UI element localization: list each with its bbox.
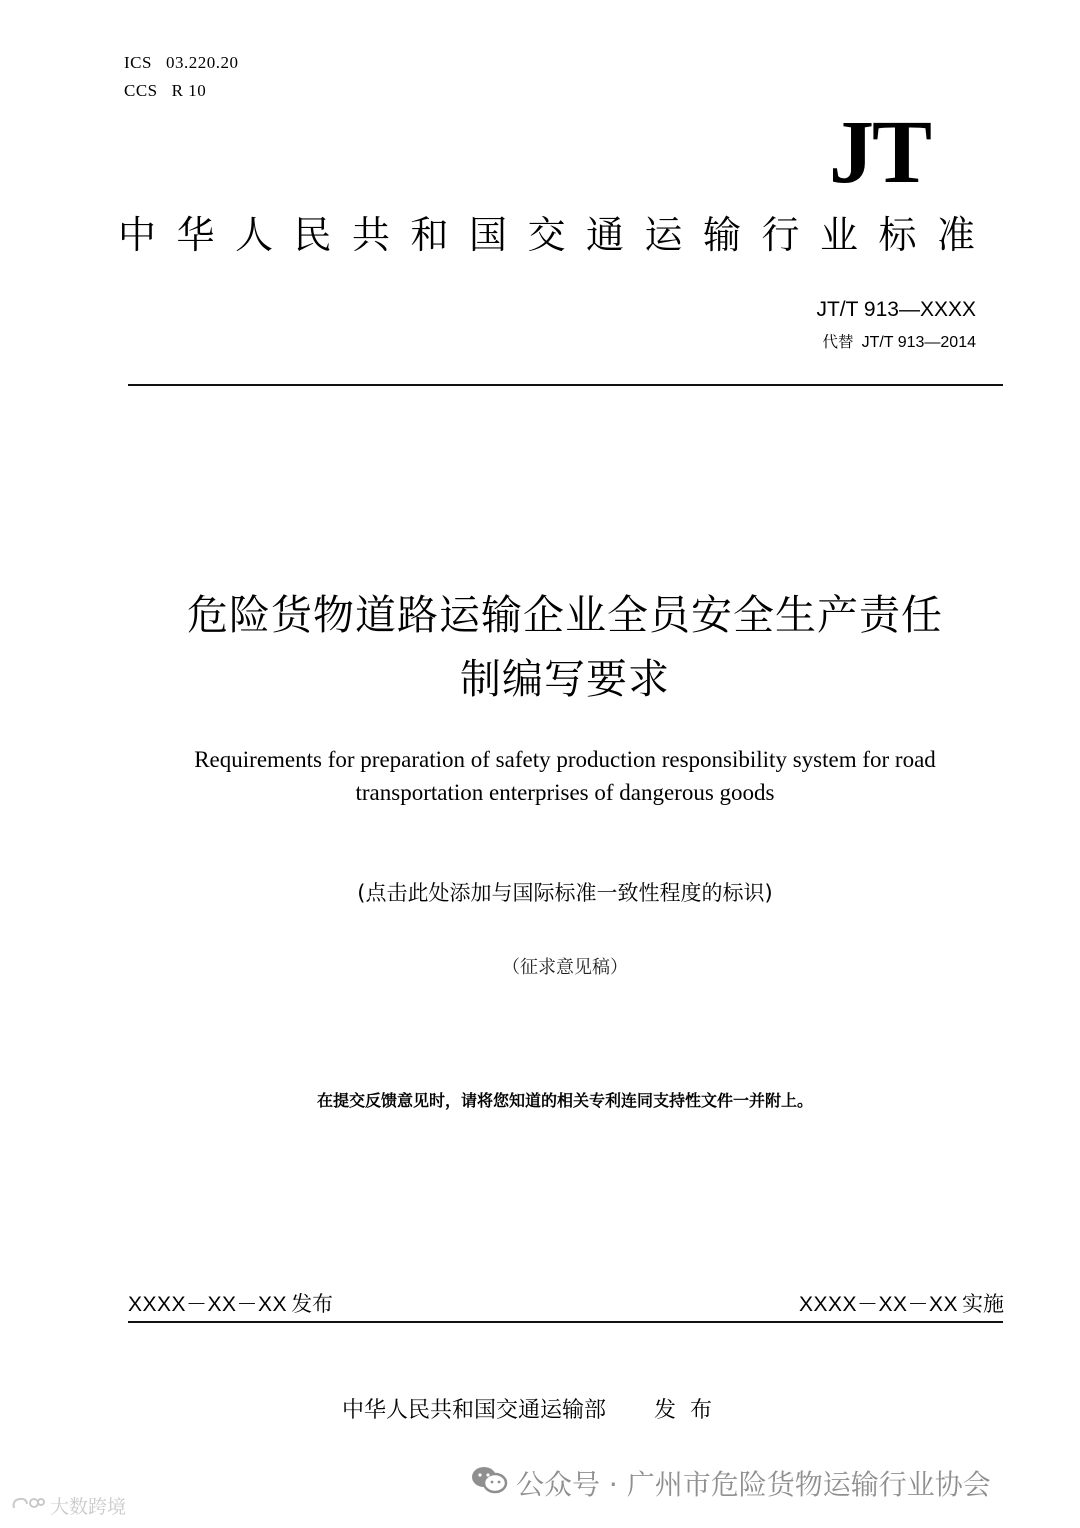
replaces-line: [823, 330, 976, 355]
title-chinese-line-2: 制编写要求: [460, 655, 670, 703]
publisher-line: [342, 1395, 726, 1427]
watermark-right-text: 公众号 · 广州市危险货物运输行业协会: [516, 1468, 991, 1501]
watermark-right: [470, 1464, 991, 1508]
replaces-label: 代替: [822, 333, 854, 351]
publisher-ministry: 中华人民共和国交通运输部: [342, 1398, 607, 1423]
title-chinese: [100, 583, 1030, 711]
title-english-line-1: Requirements for preparation of safety production responsibility system for road: [194, 747, 936, 772]
publisher-word: 发布: [654, 1398, 727, 1423]
title-english: [100, 743, 1030, 809]
ics-label: ICS: [124, 53, 152, 72]
consistency-note[interactable]: (点击此处添加与国际标准一致性程度的标识): [357, 881, 773, 905]
issue-date-code: XXXX－XX－XX: [128, 1293, 288, 1316]
implement-date-word: 实施: [962, 1292, 1004, 1316]
jt-logo: JT: [828, 103, 930, 202]
title-english-line-2: transportation enterprises of dangerous goods: [355, 780, 775, 805]
ccs-value: R 10: [171, 81, 207, 100]
ics-value: 03.220.20: [165, 53, 239, 72]
header-divider: [128, 384, 1003, 386]
standard-number: JT/T 913—XXXX: [816, 298, 976, 321]
watermark-left-text: 大数跨境: [50, 1496, 127, 1518]
ics-code: [124, 53, 238, 73]
ccs-label: CCS: [124, 81, 158, 100]
title-chinese-line-1: 危险货物道路运输企业全员安全生产责任: [187, 591, 943, 639]
issue-date-word: 发布: [291, 1292, 334, 1316]
implement-date-code: XXXX－XX－XX: [798, 1293, 958, 1316]
logo-icon: [10, 1494, 46, 1522]
watermark-left: [10, 1493, 126, 1522]
footer-divider: [128, 1321, 1003, 1323]
standard-name: 中华人民共和国交通运输行业标准: [118, 213, 996, 257]
ccs-code: [124, 81, 206, 101]
issue-date: [128, 1289, 333, 1320]
patent-notice: 在提交反馈意见时，请将您知道的相关专利连同支持性文件一并附上。: [316, 1091, 813, 1110]
replaces-code: JT/T 913—2014: [861, 334, 976, 351]
draft-stage: （征求意见稿）: [502, 957, 628, 978]
wechat-icon: [470, 1464, 508, 1508]
implement-date: [799, 1289, 1004, 1320]
